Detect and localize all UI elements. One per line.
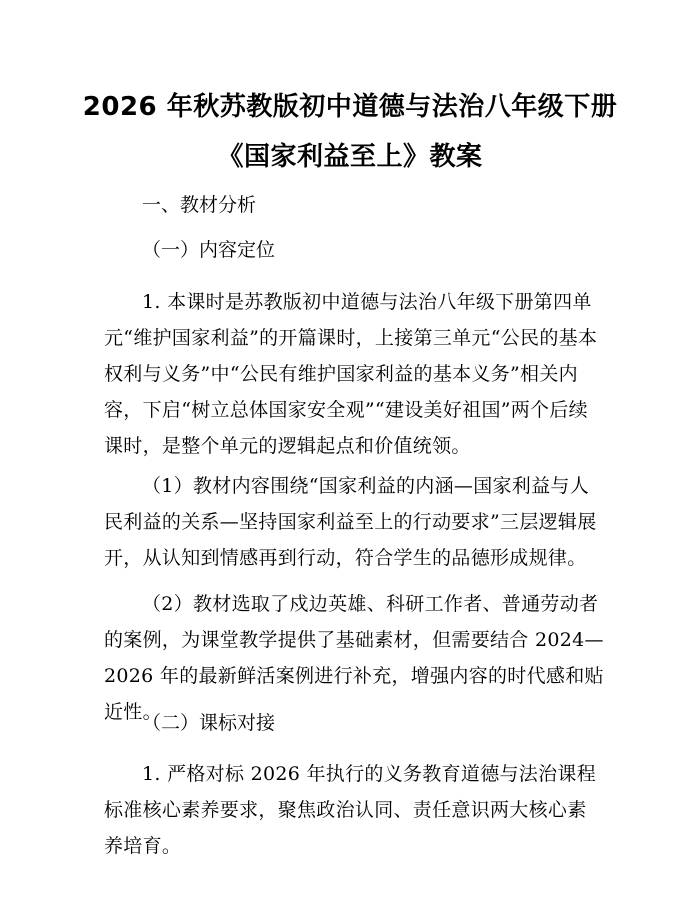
paragraph-case-materials: （2）教材选取了戍边英雄、科研工作者、普通劳动者的案例，为课堂教学提供了基础素材，但需要结合 2024—2026 年的最新鲜活案例进行补充，增强内容的时代感和贴近性。	[104, 593, 604, 723]
subsection-heading-content-positioning: （一）内容定位	[142, 239, 276, 261]
paragraph-content-logic: （1）教材内容围绕“国家利益的内涵—国家利益与人民利益的关系—坚持国家利益至上的行动要求”三层逻辑展开，从认知到情感再到行动，符合学生的品德形成规律。	[104, 475, 597, 569]
paragraph-course-positioning: 1. 本课时是苏教版初中道德与法治八年级下册第四单元“维护国家利益”的开篇课时，上接第三单元“公民的基本权利与义务”中“公民有维护国家利益的基本义务”相关内容，下启“树立总体国家安全观”“建设美好祖国”两个后续课时，是整个单元的逻辑起点和价值统领。	[104, 291, 598, 457]
subsection-heading-curriculum-standards: （二）课标对接	[142, 712, 276, 734]
paragraph-curriculum-standards: 1. 严格对标 2026 年执行的义务教育道德与法治课程标准核心素养要求，聚焦政治认同、责任意识两大核心素养培育。	[104, 763, 597, 857]
section-heading-teaching-material-analysis: 一、教材分析	[142, 194, 257, 216]
document-title-line2: 《国家利益至上》教案	[217, 142, 483, 172]
document-title-line1: 2026 年秋苏教版初中道德与法治八年级下册	[82, 92, 618, 122]
